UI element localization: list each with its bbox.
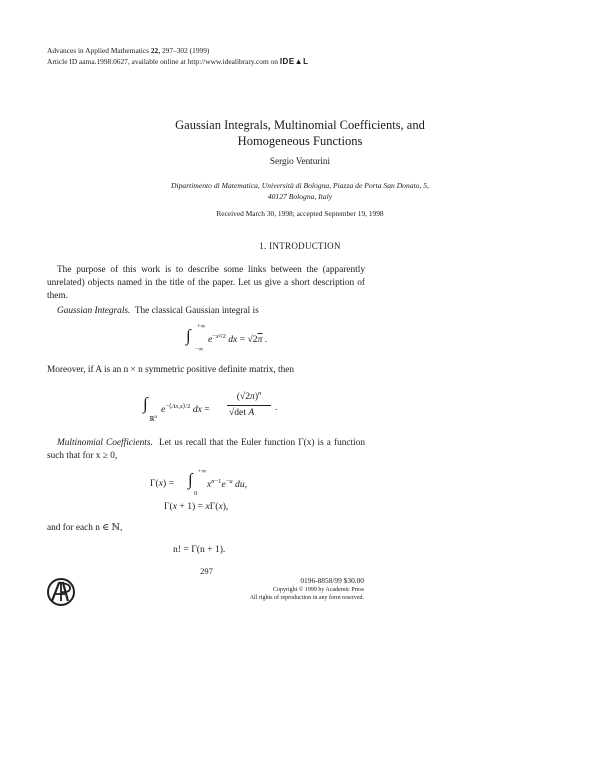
foreach-text: and for each n ∈ ℕ, — [47, 523, 123, 533]
equation-gamma: Γ(x) = ∫ +∞ 0 $x^{n-1}e^{-u}$ du, Γ(x + 1) = xΓ(x), — [150, 468, 248, 512]
journal-line: Advances in Applied Mathematics 22, 297–302 (1999) — [47, 46, 210, 55]
academic-press-logo — [44, 577, 78, 607]
multinomial-paragraph — [47, 437, 365, 463]
equation-gaussian: ∫ +∞ −∞ $e^{-x^2/2}$ dx = $√2\overline{\pi}$ . — [186, 323, 268, 353]
equation-matrix-gaussian: ∫ ℝ$^n$ $e^{-⟨Ax,x⟩/2}$ dx = $(√2\pi)^n$ √det A . — [143, 390, 278, 424]
received-dates: Received March 30, 1998; accepted September 19, 1998 — [216, 209, 384, 218]
ideal-logo: IDE▲L — [279, 57, 309, 66]
page-number: 297 — [200, 566, 213, 576]
rights-line: All rights of reproduction in any form reserved. — [249, 595, 364, 601]
paper-title-line2: Homogeneous Functions — [237, 134, 363, 148]
multinomial-text: Let us recall that the Euler function Γ(x) is a function such that for x ≥ 0, — [47, 438, 365, 461]
affiliation-line2: 40127 Bologna, Italy — [267, 192, 333, 201]
intro-paragraph: The purpose of this work is to describe some links between the (apparently unrelated) objects named in the title of the paper. Let us give a short description of them. — [47, 265, 365, 301]
affiliation-line1: Dipartimento di Matematica, Università di Bologna, Piazza de Porta San Donato, 5, — [171, 181, 429, 190]
gaussian-paragraph — [47, 305, 365, 318]
article-link[interactable]: Article ID aama.1998.0627, available online at http://www.idealibrary.com on — [47, 57, 278, 66]
journal-code: 0196-8858/99 $30.00 — [300, 576, 364, 585]
copyright-line: Copyright © 1999 by Academic Press — [272, 586, 364, 593]
moreover-text: Moreover, if A is an n × n symmetric positive definite matrix, then — [47, 365, 295, 375]
article-line — [47, 56, 308, 67]
section-heading: 1. INTRODUCTION — [259, 241, 341, 251]
paper-title-line1: Gaussian Integrals, Multinomial Coefficients, and — [175, 118, 425, 132]
footer-publisher-info — [250, 577, 364, 603]
gaussian-heading: Gaussian Integrals. — [57, 306, 131, 316]
multinomial-heading: Multinomial Coefficients. — [57, 438, 153, 448]
author: Sergio Venturini — [269, 156, 331, 166]
gaussian-text: The classical Gaussian integral is — [134, 306, 259, 316]
equation-factorial: n! = Γ(n + 1). — [173, 544, 226, 555]
